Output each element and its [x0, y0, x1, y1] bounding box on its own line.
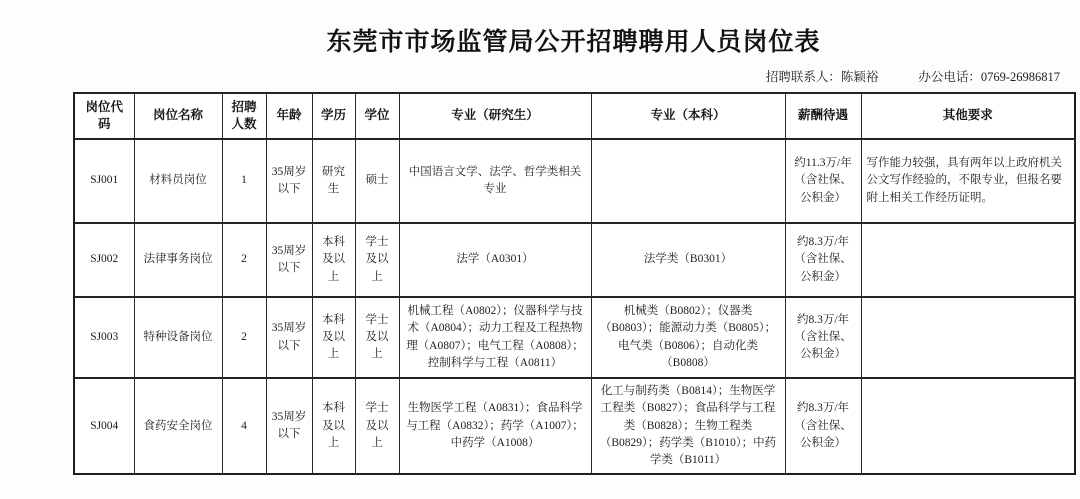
cell-age: 35周岁以下	[266, 139, 312, 223]
cell-code: SJ004	[74, 378, 134, 474]
cell-salary: 约8.3万/年（含社保、公积金）	[785, 223, 861, 297]
cell-count: 4	[222, 378, 266, 474]
column-header-age: 年龄	[266, 93, 312, 139]
cell-major-undergraduate	[591, 139, 785, 223]
cell-name: 食药安全岗位	[134, 378, 222, 474]
cell-education: 本科及以上	[312, 297, 355, 378]
cell-major-undergraduate: 机械类（B0802）；仪器类（B0803）；能源动力类（B0805）；电气类（B0806）；自动化类（B0808）	[591, 297, 785, 378]
cell-count: 2	[222, 297, 266, 378]
cell-code: SJ002	[74, 223, 134, 297]
column-header-name: 岗位名称	[134, 93, 222, 139]
table-row-sj002	[74, 223, 1075, 297]
table-row-sj001	[74, 139, 1075, 223]
page-title: 东莞市市场监管局公开招聘聘用人员岗位表	[326, 29, 821, 56]
contact-row	[73, 67, 1074, 85]
cell-count: 1	[222, 139, 266, 223]
cell-salary: 约8.3万/年（含社保、公积金）	[785, 297, 861, 378]
cell-name: 材料员岗位	[134, 139, 222, 223]
table-row-sj003	[74, 297, 1075, 378]
cell-other-requirements	[861, 297, 1075, 378]
column-header-major-undergraduate: 专业（本科）	[591, 93, 785, 139]
cell-major-undergraduate: 化工与制药类（B0814）；生物医学工程类（B0827）；食品科学与工程类（B0828）；生物工程类（B0829）；药学类（B1010）；中药学类（B1011）	[591, 378, 785, 474]
office-phone: 办公电话：0769-26986817	[918, 70, 1060, 84]
cell-salary: 约8.3万/年（含社保、公积金）	[785, 378, 861, 474]
cell-salary: 约11.3万/年（含社保、公积金）	[785, 139, 861, 223]
cell-degree: 学士及以上	[355, 297, 399, 378]
cell-education: 研究生	[312, 139, 355, 223]
cell-name: 法律事务岗位	[134, 223, 222, 297]
column-header-code: 岗位代码	[74, 93, 134, 139]
cell-degree: 硕士	[355, 139, 399, 223]
cell-education: 本科及以上	[312, 378, 355, 474]
cell-name: 特种设备岗位	[134, 297, 222, 378]
column-header-other-requirements: 其他要求	[861, 93, 1075, 139]
cell-code: SJ003	[74, 297, 134, 378]
cell-major-undergraduate: 法学类（B0301）	[591, 223, 785, 297]
cell-major-graduate: 机械工程（A0802）；仪器科学与技术（A0804）；动力工程及工程热物理（A0807）；电气工程（A0808）；控制科学与工程（A0811）	[399, 297, 591, 378]
cell-count: 2	[222, 223, 266, 297]
cell-age: 35周岁以下	[266, 223, 312, 297]
cell-other-requirements: 写作能力较强，具有两年以上政府机关公文写作经验的，不限专业，但报名要附上相关工作经历证明。	[861, 139, 1075, 223]
cell-major-graduate: 法学（A0301）	[399, 223, 591, 297]
cell-major-graduate: 生物医学工程（A0831）；食品科学与工程（A0832）；药学（A1007）；中药学（A1008）	[399, 378, 591, 474]
cell-major-graduate: 中国语言文学、法学、哲学类相关专业	[399, 139, 591, 223]
cell-code: SJ001	[74, 139, 134, 223]
cell-other-requirements	[861, 378, 1075, 474]
recruitment-contact-person: 招聘联系人：陈颖裕	[765, 70, 879, 84]
table-row-sj004	[74, 378, 1075, 474]
column-header-major-graduate: 专业（研究生）	[399, 93, 591, 139]
column-header-count: 招聘人数	[222, 93, 266, 139]
cell-degree: 学士及以上	[355, 378, 399, 474]
cell-degree: 学士及以上	[355, 223, 399, 297]
job-positions-table	[73, 92, 1076, 475]
cell-education: 本科及以上	[312, 223, 355, 297]
header-row	[74, 93, 1075, 139]
column-header-degree: 学位	[355, 93, 399, 139]
column-header-salary: 薪酬待遇	[785, 93, 861, 139]
column-header-education: 学历	[312, 93, 355, 139]
cell-age: 35周岁以下	[266, 378, 312, 474]
cell-age: 35周岁以下	[266, 297, 312, 378]
cell-other-requirements	[861, 223, 1075, 297]
